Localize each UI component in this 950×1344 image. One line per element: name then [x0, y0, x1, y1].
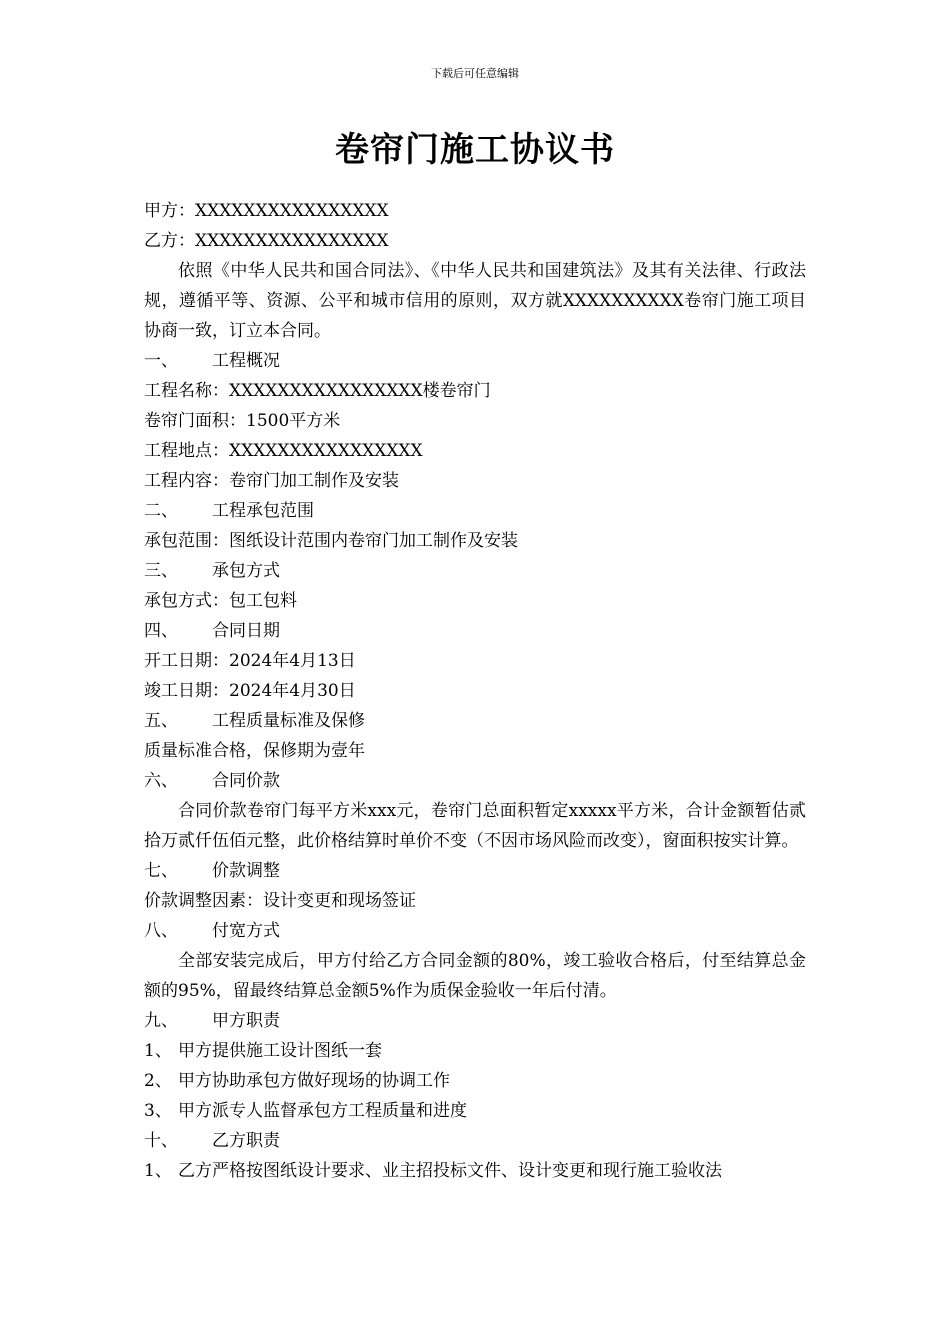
section-number: 七、	[144, 861, 178, 881]
section-title: 合同价款	[212, 771, 280, 791]
section-number: 二、	[144, 501, 178, 521]
intro-paragraph: 依照《中华人民共和国合同法》、《中华人民共和国建筑法》及其有关法律、行政法规，遵循平等、资源、公平和城市信用的原则，双方就XXXXXXXXXX卷帘门施工项目协商一致，订立本合同。	[144, 261, 806, 341]
item-text: 乙方严格按图纸设计要求、业主招投标文件、设计变更和现行施工验收法	[178, 1161, 722, 1181]
section-title: 甲方职责	[212, 1011, 280, 1031]
payment-paragraph: 全部安装完成后，甲方付给乙方合同金额的80%，竣工验收合格后，付至结算总金额的95%，留最终结算总金额5%作为质保金验收一年后付清。	[144, 951, 806, 1001]
party-a: 甲方：XXXXXXXXXXXXXXXX	[144, 201, 389, 221]
section-title: 合同日期	[212, 621, 280, 641]
quality-standard: 质量标准合格，保修期为壹年	[144, 741, 365, 761]
item-number: 2、	[144, 1071, 172, 1091]
item-text: 甲方提供施工设计图纸一套	[178, 1041, 382, 1061]
section-heading	[144, 1126, 806, 1156]
section-heading	[144, 706, 806, 736]
section-title: 工程概况	[212, 351, 280, 371]
party-b: 乙方：XXXXXXXXXXXXXXXX	[144, 231, 389, 251]
section-heading	[144, 916, 806, 946]
section-title: 乙方职责	[212, 1131, 280, 1151]
section-title: 付宽方式	[212, 921, 280, 941]
project-name: 工程名称：XXXXXXXXXXXXXXXX楼卷帘门	[144, 381, 491, 401]
section-number: 十、	[144, 1131, 178, 1151]
list-item	[144, 1156, 806, 1186]
door-area: 卷帘门面积：1500平方米	[144, 411, 341, 431]
section-number: 八、	[144, 921, 178, 941]
end-date: 竣工日期：2024年4月30日	[144, 681, 356, 701]
header-note: 下载后可任意编辑	[431, 67, 519, 80]
item-number: 1、	[144, 1161, 172, 1181]
section-heading	[144, 496, 806, 526]
price-paragraph: 合同价款卷帘门每平方米xxx元，卷帘门总面积暂定xxxxx平方米，合计金额暂估贰拾万贰仟伍佰元整，此价格结算时单价不变（不因市场风险而改变），窗面积按实计算。	[144, 801, 806, 851]
section-number: 六、	[144, 771, 178, 791]
item-text: 甲方协助承包方做好现场的协调工作	[178, 1071, 450, 1091]
item-number: 3、	[144, 1101, 172, 1121]
section-number: 四、	[144, 621, 178, 641]
section-heading	[144, 1006, 806, 1036]
section-heading	[144, 766, 806, 796]
section-title: 工程质量标准及保修	[212, 711, 365, 731]
price-adjustment: 价款调整因素：设计变更和现场签证	[144, 891, 416, 911]
section-title: 价款调整	[212, 861, 280, 881]
start-date: 开工日期：2024年4月13日	[144, 651, 356, 671]
contract-scope: 承包范围：图纸设计范围内卷帘门加工制作及安装	[144, 531, 518, 551]
item-number: 1、	[144, 1041, 172, 1061]
section-title: 工程承包范围	[212, 501, 314, 521]
section-number: 五、	[144, 711, 178, 731]
document-body	[144, 196, 806, 1186]
list-item	[144, 1096, 806, 1126]
section-heading	[144, 556, 806, 586]
contract-method: 承包方式：包工包料	[144, 591, 297, 611]
section-number: 三、	[144, 561, 178, 581]
section-heading	[144, 346, 806, 376]
document-title: 卷帘门施工协议书	[335, 130, 615, 170]
section-number: 九、	[144, 1011, 178, 1031]
list-item	[144, 1066, 806, 1096]
item-text: 甲方派专人监督承包方工程质量和进度	[178, 1101, 467, 1121]
project-location: 工程地点：XXXXXXXXXXXXXXXX	[144, 441, 423, 461]
section-title: 承包方式	[212, 561, 280, 581]
list-item	[144, 1036, 806, 1066]
section-heading	[144, 856, 806, 886]
section-heading	[144, 616, 806, 646]
project-content: 工程内容：卷帘门加工制作及安装	[144, 471, 399, 491]
section-number: 一、	[144, 351, 178, 371]
